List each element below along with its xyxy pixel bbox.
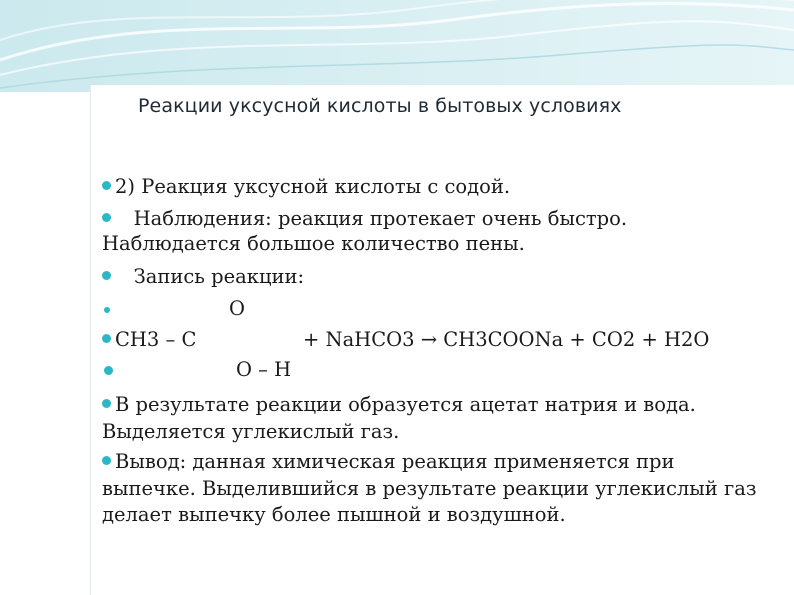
bullet-icon: [104, 366, 113, 375]
formula-bottom-hydroxyl: O – H: [236, 358, 292, 381]
bullet-icon: [102, 213, 111, 222]
list-item: Вывод: данная химическая реакция применяется при: [102, 450, 675, 473]
formula-main-line: CH3 – C: [102, 328, 196, 351]
list-item-continuation: Выделяется углекислый газ.: [102, 420, 400, 443]
bullet-icon: [102, 271, 111, 280]
bullet-icon: [102, 181, 111, 190]
bullet-icon: [102, 334, 111, 343]
formula-top-oxygen: O: [229, 297, 245, 320]
decorative-wave-band: [0, 0, 794, 92]
formula-right-side: + NaHCO3 → CH3COONa + CO2 + H2O: [303, 328, 710, 351]
bullet-icon: [102, 399, 111, 408]
list-item: Запись реакции:: [102, 265, 304, 288]
list-item: В результате реакции образуется ацетат натрия и вода.: [102, 393, 696, 416]
bullet-icon: [102, 456, 111, 465]
slide-title: Реакции уксусной кислоты в бытовых условиях: [138, 95, 622, 117]
list-item-continuation: делает выпечку более пышной и воздушной.: [102, 503, 566, 526]
list-item-continuation: выпечке. Выделившийся в результате реакции углекислый газ: [102, 477, 757, 500]
list-item: Наблюдения: реакция протекает очень быстро.: [102, 207, 627, 230]
list-item-continuation: Наблюдается большое количество пены.: [102, 232, 525, 255]
bullet-icon: [104, 307, 110, 313]
list-item: 2) Реакция уксусной кислоты с содой.: [102, 175, 510, 198]
